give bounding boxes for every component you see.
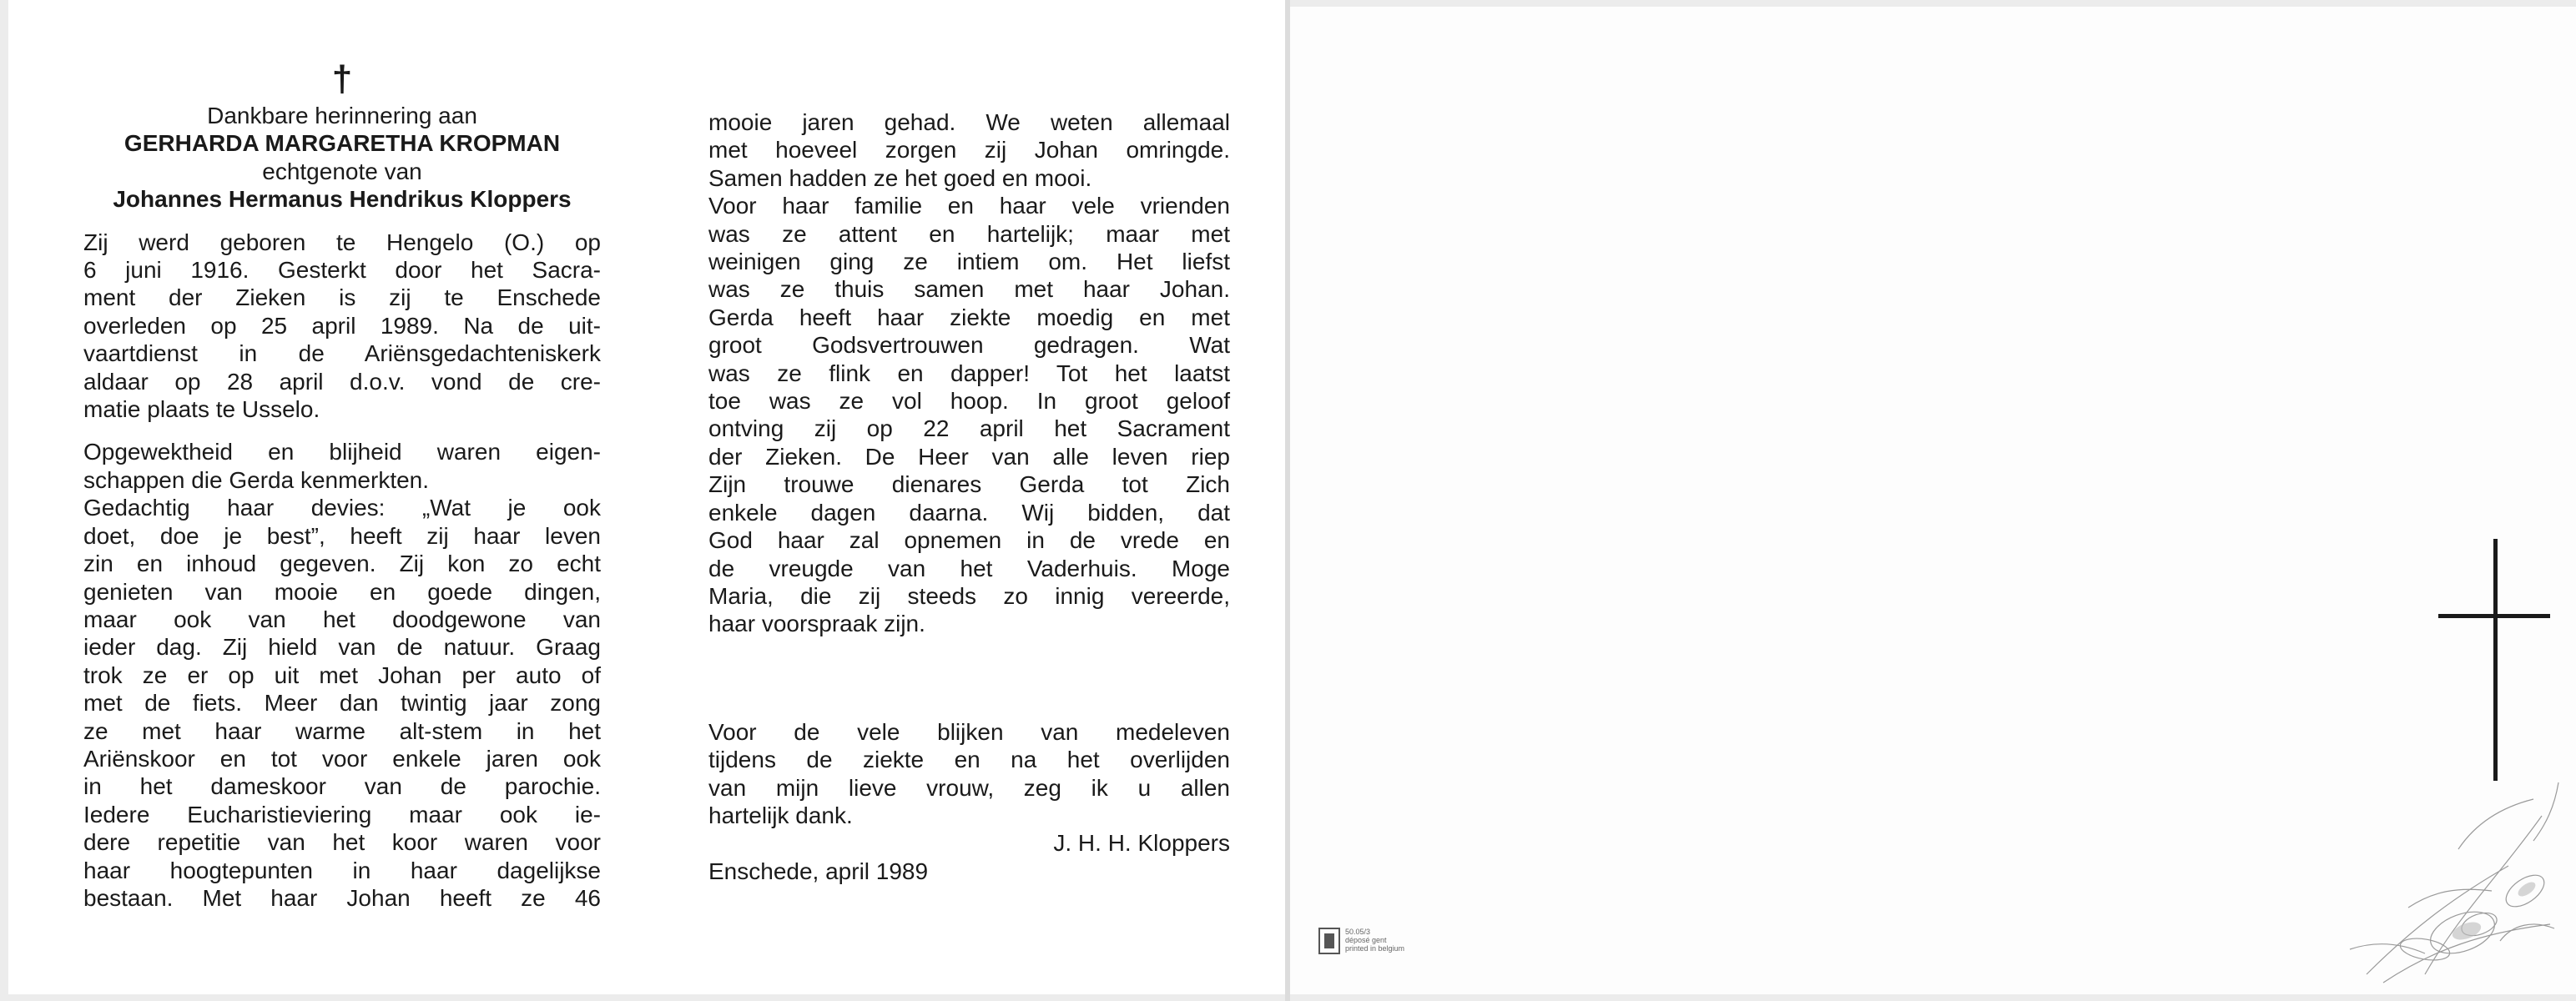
text-line: trok ze er op uit met Johan per auto of xyxy=(83,661,601,688)
intro-line: Dankbare herinnering aan xyxy=(207,103,477,128)
text-line: genieten van mooie en goede dingen, xyxy=(83,578,601,605)
text-line: was ze attent en hartelijk; maar met xyxy=(708,220,1230,247)
text-line: bestaan. Met haar Johan heeft ze 46 xyxy=(83,884,601,911)
text-line: dere repetitie van het koor waren voor xyxy=(83,829,601,856)
publisher-mark xyxy=(1318,928,1404,954)
text-line: God haar zal opnemen in de vrede en xyxy=(708,527,1230,554)
text-line: Iedere Eucharistieviering maar ook ie- xyxy=(83,801,601,827)
text-line: Voor de vele blijken van medeleven xyxy=(708,718,1230,745)
text-line: aldaar op 28 april d.o.v. vond de cre- xyxy=(83,368,601,395)
text-line: Samen hadden ze het goed en mooi. xyxy=(708,164,1092,191)
publisher-line: déposé gent xyxy=(1345,936,1387,944)
text-line: Voor haar familie en haar vele vrienden xyxy=(708,193,1230,219)
text-line: Opgewektheid en blijheid waren eigen- xyxy=(83,439,601,465)
signer-name: J. H. H. Kloppers xyxy=(1053,830,1230,857)
text-line: tijdens de ziekte en na het overlijden xyxy=(708,747,1230,773)
text-line: Gerda heeft haar ziekte moedig en met xyxy=(708,304,1230,330)
publisher-line: printed in belgium xyxy=(1345,944,1405,953)
text-line: was ze flink en dapper! Tot het laatst xyxy=(708,360,1230,386)
text-line: doet, doe je best”, heeft zij haar leven xyxy=(83,522,601,549)
text-line: mooie jaren gehad. We weten allemaal xyxy=(708,109,1230,135)
text-line: haar hoogtepunten in haar dagelijkse xyxy=(83,857,601,883)
publisher-logo-icon xyxy=(1318,928,1340,954)
text-line: van mijn lieve vrouw, zeg ik u allen xyxy=(708,774,1230,801)
text-line: haar voorspraak zijn. xyxy=(708,611,925,637)
text-line: met de fiets. Meer dan twintig jaar zong xyxy=(83,690,601,717)
text-line: enkele dagen daarna. Wij bidden, dat xyxy=(708,499,1230,526)
text-line: was ze thuis samen met haar Johan. xyxy=(708,276,1230,303)
text-line: met hoeveel zorgen zij Johan omringde. xyxy=(708,137,1230,163)
paragraph-thanks xyxy=(708,718,1230,830)
text-line: Zijn trouwe dienares Gerda tot Zich xyxy=(708,471,1230,498)
text-line: vaartdienst in de Ariënsgedachteniskerk xyxy=(83,340,601,367)
text-line: groot Godsvertrouwen gedragen. Wat xyxy=(708,332,1230,359)
text-line: overleden op 25 april 1989. Na de uit- xyxy=(83,312,601,339)
text-line: matie plaats te Usselo. xyxy=(83,396,320,423)
text-column-left xyxy=(83,58,601,912)
text-line: weinigen ging ze intiem om. Het liefst xyxy=(708,249,1230,275)
text-line: ze met haar warme alt-stem in het xyxy=(83,717,601,744)
text-line: Ariënskoor en tot voor enkele jaren ook xyxy=(83,745,601,772)
text-line: der Zieken. De Heer van alle leven riep xyxy=(708,443,1230,470)
text-line: 6 juni 1916. Gesterkt door het Sacra- xyxy=(83,257,601,284)
spouse-name: Johannes Hermanus Hendrikus Kloppers xyxy=(113,186,572,213)
spouse-relation: echtgenote van xyxy=(262,158,422,184)
text-line: Maria, die zij steeds zo innig vereerde, xyxy=(708,582,1230,609)
cross-icon: † xyxy=(331,58,353,99)
text-line: schappen die Gerda kenmerkten. xyxy=(83,466,430,493)
publisher-code: 50.05/3 xyxy=(1345,928,1371,936)
deceased-name: GERHARDA MARGARETHA KROPMAN xyxy=(124,130,561,157)
text-line: in het dameskoor van de parochie. xyxy=(83,773,601,800)
text-line: ieder dag. Zij hield van de natuur. Graag xyxy=(83,634,601,661)
text-column-right xyxy=(708,108,1230,885)
text-line: zin en inhoud gegeven. Zij kon zo echt xyxy=(83,551,601,577)
paragraph-remembrance xyxy=(708,108,1230,638)
card-front-panel xyxy=(1290,7,2576,994)
paragraph-character xyxy=(83,438,601,912)
text-line: Zij werd geboren te Hengelo (O.) op xyxy=(83,229,601,255)
text-line: toe was ze vol hoop. In groot geloof xyxy=(708,388,1230,415)
text-line: hartelijk dank. xyxy=(708,802,853,828)
text-line: de vreugde van het Vaderhuis. Moge xyxy=(708,555,1230,581)
text-line: maar ook van het doodgewone van xyxy=(83,606,601,632)
text-line: ment der Zieken is zij te Enschede xyxy=(83,284,601,311)
place-date: Enschede, april 1989 xyxy=(708,858,929,884)
card-inner-left-panel xyxy=(8,0,1285,994)
text-line: ontving zij op 22 april het Sacrament xyxy=(708,415,1230,442)
paragraph-biography xyxy=(83,229,601,424)
text-line: Gedachtig haar devies: „Wat je ook xyxy=(83,495,601,521)
large-cross-icon xyxy=(2438,539,2555,789)
